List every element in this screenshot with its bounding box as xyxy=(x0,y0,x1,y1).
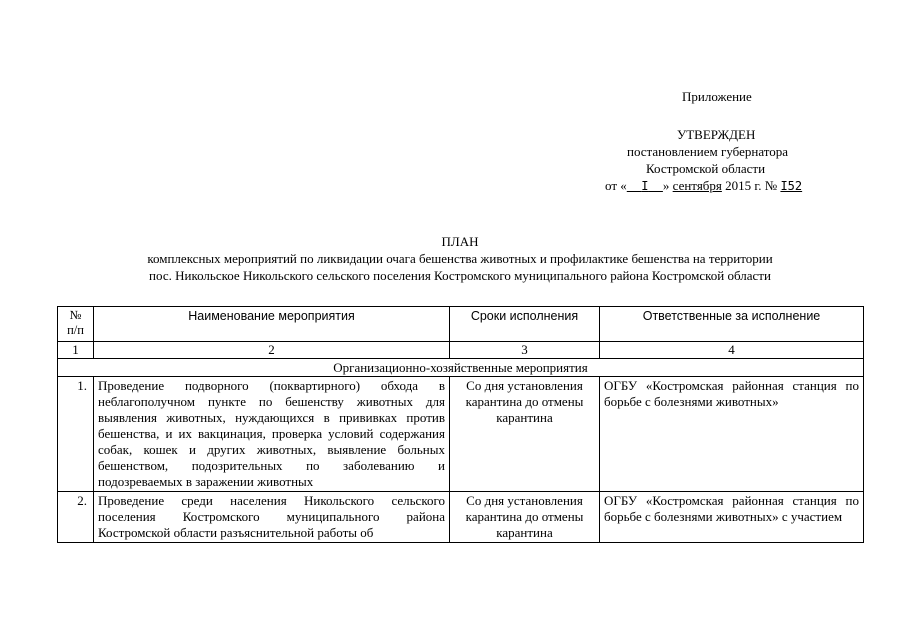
approved-label: УТВЕРЖДЕН xyxy=(677,127,756,142)
row-term: Со дня установления карантина до отмены карантина xyxy=(450,492,600,543)
header-term: Сроки исполнения xyxy=(450,307,600,342)
date-month: сентября xyxy=(672,178,722,193)
row-name: Проведение среди населения Никольского сельского поселения Костромского муниципального района Костромской области разъяснительной работы об xyxy=(94,492,450,543)
header-responsible: Ответственные за исполнение xyxy=(600,307,864,342)
plan-subtitle-line2: пос. Никольское Никольского сельского поселения Костромского муниципального района Костромской области xyxy=(149,268,771,283)
row-responsible: ОГБУ «Костромская районная станция по борьбе с болезнями животных» xyxy=(600,377,864,492)
appendix-label: Приложение xyxy=(682,89,752,104)
table-header-row xyxy=(58,307,864,342)
approval-block xyxy=(560,88,905,195)
column-index: 2 xyxy=(94,342,450,359)
column-index: 3 xyxy=(450,342,600,359)
row-number: 1. xyxy=(58,377,94,492)
approval-dateline xyxy=(560,177,905,195)
date-day: I xyxy=(641,179,649,193)
column-index: 1 xyxy=(58,342,94,359)
plan-subtitle-line1: комплексных мероприятий по ликвидации очага бешенства животных и профилактике бешенства на территории xyxy=(147,251,773,266)
column-index-row xyxy=(58,342,864,359)
table-row xyxy=(58,377,864,492)
approved-by-text: постановлением губернатора xyxy=(627,144,789,159)
date-prefix: от « xyxy=(605,178,627,193)
header-name: Наименование мероприятия xyxy=(94,307,450,342)
plan-table xyxy=(57,306,864,543)
region-text: Костромской области xyxy=(646,161,766,176)
plan-heading xyxy=(60,233,860,284)
table-row xyxy=(58,492,864,543)
date-mid: » xyxy=(662,178,670,193)
column-index: 4 xyxy=(600,342,864,359)
row-responsible: ОГБУ «Костромская районная станция по борьбе с болезнями животных» с участием xyxy=(600,492,864,543)
row-number: 2. xyxy=(58,492,94,543)
decree-number: I52 xyxy=(780,179,803,193)
header-number: № п/п xyxy=(58,307,94,342)
row-term: Со дня установления карантина до отмены карантина xyxy=(450,377,600,492)
section-title: Организационно-хозяйственные мероприятия xyxy=(58,359,864,377)
row-name: Проведение подворного (поквартирного) обхода в неблагополучном пункте по бешенству животных для выявления животных, нуждающихся в прививках против бешенства, и их вакцинация, проверка условий содержания собак, кошек и других животных, выявление больных бешенством, подозрительных по заболеванию и подозреваемых в заражении животных xyxy=(94,377,450,492)
plan-title: ПЛАН xyxy=(441,234,479,249)
date-year: 2015 г. № xyxy=(725,178,778,193)
section-row xyxy=(58,359,864,377)
